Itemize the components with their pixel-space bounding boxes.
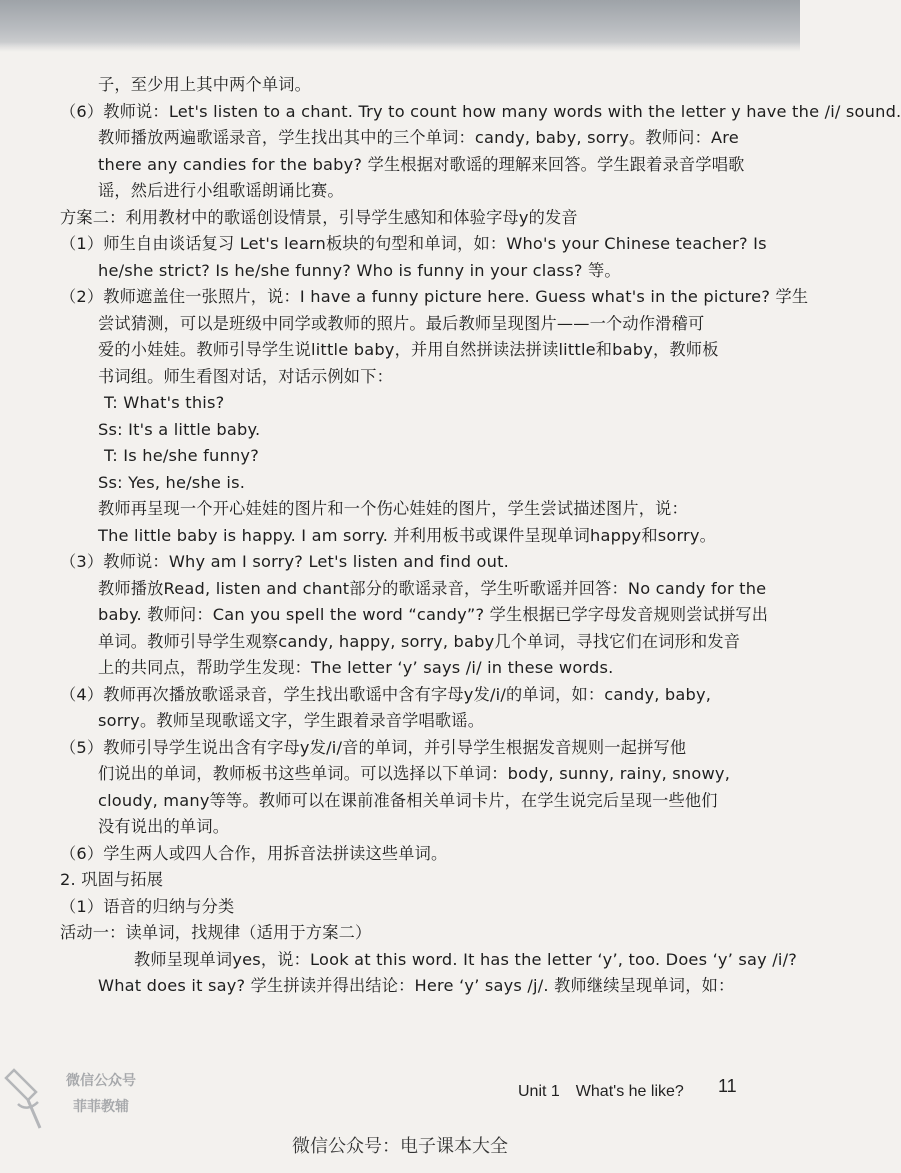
text-line: （2）教师遮盖住一张照片，说：I have a funny picture here. Guess what's in the picture? 学生 [60,287,809,306]
text-line: 没有说出的单词。 [98,817,230,836]
watermark-logo [6,1060,156,1142]
document-body [60,72,901,1000]
dialogue-line: Ss: It's a little baby. [98,419,261,439]
text-line: What does it say? 学生拼读并得出结论：Here ‘y’ says /j/. 教师继续呈现单词，如： [98,976,735,995]
watermark-line-1: 微信公众号 [66,1073,136,1089]
text-line: （6）教师说：Let's listen to a chant. Try to count how many words with the letter y have the /i/ sound. [60,101,901,121]
text-line: he/she strict? Is he/she funny? Who is funny in your class? 等。 [98,260,621,280]
text-line: 谣，然后进行小组歌谣朗诵比赛。 [98,181,344,200]
text-line: sorry。教师呈现歌谣文字，学生跟着录音学唱歌谣。 [98,711,485,730]
text-line: 上的共同点，帮助学生发现：The letter ‘y’ says /i/ in these words. [98,658,614,677]
header-band [0,0,800,52]
dialogue-line: T: What's this? [104,393,225,412]
text-line: The little baby is happy. I am sorry. 并利用板书或课件呈现单词happy和sorry。 [98,525,717,545]
pen-nib-icon [6,1064,46,1134]
activity-heading: 活动一：读单词，找规律（适用于方案二） [60,923,372,942]
text-line: 书词组。师生看图对话，对话示例如下： [98,366,393,386]
text-line: baby. 教师问：Can you spell the word “candy”? 学生根据已学字母发音规则尝试拼写出 [98,605,769,624]
text-line: （6）学生两人或四人合作，用拆音法拼读这些单词。 [60,843,448,863]
running-footer-unit: Unit 1 What's he like? [518,1083,684,1100]
text-line: 们说出的单词，教师板书这些单词。可以选择以下单词：body, sunny, rainy, snowy, [98,764,731,783]
text-line: 教师播放Read, listen and chant部分的歌谣录音，学生听歌谣并回答：No candy for the [98,578,767,598]
dialogue-line: Ss: Yes, he/she is. [98,472,246,492]
text-line: there any candies for the baby? 学生根据对歌谣的理解来回答。学生跟着录音学唱歌 [98,154,745,174]
text-line: （5）教师引导学生说出含有字母y发/i/音的单词，并引导学生根据发音规则一起拼写他 [60,737,687,757]
text-line: 教师播放两遍歌谣录音，学生找出其中的三个单词：candy, baby, sorry。教师问：Are [98,128,739,147]
text-line: 单词。教师引导学生观察candy, happy, sorry, baby几个单词，寻找它们在词形和发音 [98,631,741,651]
subsection-heading: （1）语音的归纳与分类 [60,896,235,916]
text-line: cloudy, many等等。教师可以在课前准备相关单词卡片，在学生说完后呈现一些他们 [98,790,718,810]
text-line: （3）教师说：Why am I sorry? Let's listen and find out. [60,552,509,571]
text-line: （1）师生自由谈话复习 Let's learn板块的句型和单词，如：Who's your Chinese teacher? Is [60,234,767,253]
watermark-line-2: 菲菲教辅 [73,1099,129,1115]
bottom-banner: 微信公众号：电子课本大全 [292,1136,508,1157]
text-line: 教师呈现单词yes，说：Look at this word. It has the letter ‘y’, too. Does ‘y’ say /i/? [134,949,798,969]
section-heading: 2. 巩固与拓展 [60,870,164,889]
text-line: 子，至少用上其中两个单词。 [98,75,312,94]
text-line: 教师再呈现一个开心娃娃的图片和一个伤心娃娃的图片，学生尝试描述图片，说： [98,499,688,518]
section-heading: 方案二：利用教材中的歌谣创设情景，引导学生感知和体验字母y的发音 [60,207,578,227]
text-line: 爱的小娃娃。教师引导学生说little baby，并用自然拼读法拼读little和baby，教师板 [98,340,719,359]
page-number: 11 [718,1076,737,1096]
dialogue-line: T: Is he/she funny? [104,446,259,465]
text-line: 尝试猜测，可以是班级中同学或教师的照片。最后教师呈现图片——一个动作滑稽可 [98,313,705,333]
text-line: （4）教师再次播放歌谣录音，学生找出歌谣中含有字母y发/i/的单词，如：candy, baby, [60,684,712,704]
